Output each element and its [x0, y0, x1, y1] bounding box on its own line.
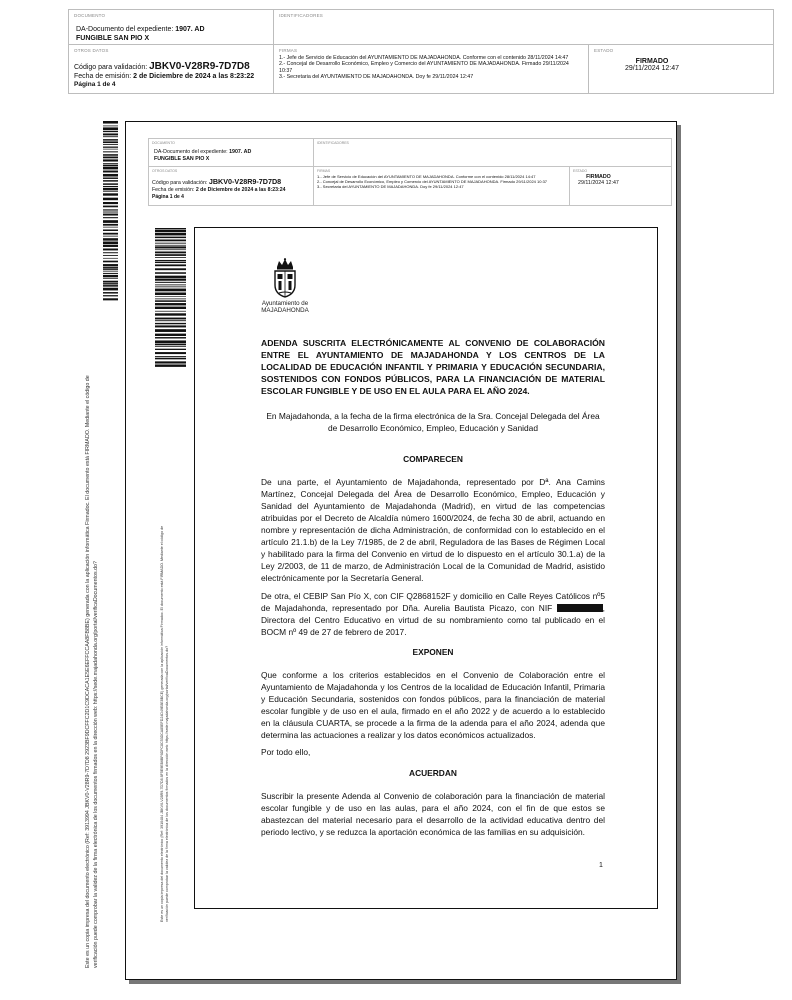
comparecen-paragraph-1: De una parte, el Ayuntamiento de Majadahonda, representado por Dª. Ana Camins Martínez, Concejal Delegada del Área de Desarrollo Económico, Empleo, Educación y Sanidad del Ayuntamiento de Majadahonda (Madrid), en virtud de las competencias atribuidas por el Decreto de Alcaldía número 1600/2024, de fecha 30 de abril, actuando en nombre y representación de dicha Administración, de conformidad con lo establecido en el artículo 21.1.b) de la Ley 7/1985, de 2 de abril, Reguladora de las Bases de Régimen Local y habilitado para la firma del Convenio en virtud de lo dispuesto en el artículo 30.1.a) de la Ley 2/2003, de 11 de marzo, de Administración Local de la Comunidad de Madrid, asistido electrónicamente por la Secretaría General.: [261, 477, 605, 583]
inner-header: [148, 138, 672, 206]
barcode-bar: [103, 242, 118, 245]
barcode-bar: [103, 271, 118, 272]
outer-firmas-label: FIRMAS: [279, 48, 298, 53]
barcode-bar: [103, 298, 118, 300]
barcode-bar: [103, 212, 118, 213]
exponen-heading: EXPONEN: [412, 647, 454, 657]
inner-firma-2: 2.- Concejal de Desarrollo Económico, Empleo y Comercio del AYUNTAMIENTO DE MAJADAHONDA. Firmado 29/11/2024 10:37: [317, 179, 548, 184]
barcode-bar: [155, 246, 186, 248]
barcode-bar: [103, 292, 118, 293]
barcode-bar: [103, 269, 118, 270]
barcode-bar: [155, 264, 186, 266]
barcode-bar: [103, 220, 118, 223]
outer-estado-cell: [589, 45, 773, 93]
barcode-bar: [155, 318, 186, 320]
outer-verification-line1: Este es un copia impresa del documento electrónico (Ref: 3913994 JBKV0-V28R9-7D7D8 2923BF9DCFFC2D1C9DCACA1E5E6EFFCCAA8FB8BE) generada con la aplicación informática Firmadoc. El documento está FIRMADO. Mediante el código de: [85, 375, 91, 968]
inner-identificadores-cell: [314, 139, 671, 166]
barcode-bar: [103, 209, 118, 210]
barcode-bar: [155, 254, 186, 256]
barcode-bar: [103, 206, 118, 208]
outer-documento-cell: [69, 10, 274, 44]
barcode-bar: [103, 139, 118, 140]
majadahonda-logo: [257, 258, 313, 314]
outer-doc-line2: FUNGIBLE SAN PIO X: [76, 35, 150, 42]
barcode-bar: [103, 144, 118, 145]
barcode-bar: [155, 284, 186, 285]
barcode-bar: [103, 236, 118, 237]
barcode-bar: [155, 260, 186, 261]
barcode-bar: [103, 233, 118, 235]
inner-doc-line1-value: 1907. AD: [229, 149, 252, 155]
inner-otros-datos-cell: [149, 167, 314, 205]
comparecen-heading: COMPARECEN: [403, 454, 463, 464]
outer-fecha-prefix: Fecha de emisión:: [74, 73, 134, 80]
barcode-bar: [103, 131, 118, 132]
barcode-bar: [103, 198, 118, 201]
barcode-bar: [103, 180, 118, 181]
barcode-bar: [103, 217, 118, 218]
barcode-bar: [155, 272, 186, 274]
barcode-bar: [103, 149, 118, 150]
document-title: ADENDA SUSCRITA ELECTRÓNICAMENTE AL CONVENIO DE COLABORACIÓN ENTRE EL AYUNTAMIENTO DE MAJADAHONDA Y LOS CENTROS DE LA LOCALIDAD DE EDUCACIÓN INFANTIL Y PRIMARIA Y EDUCACIÓN SECUNDARIA, SOSTENIDOS CON FONDOS PÚBLICOS, PARA LA FINANCIACIÓN DE MATERIAL ESCOLAR FUNGIBLE Y DE USO EN EL AULA PARA EL AÑO 2024.: [261, 338, 605, 396]
barcode-bar: [155, 296, 186, 297]
barcode-bar: [103, 177, 118, 178]
barcode-bar: [155, 230, 186, 232]
coat-of-arms-icon: [271, 258, 299, 298]
barcode-bar: [103, 252, 118, 253]
barcode-bar: [103, 133, 118, 135]
barcode-bar: [103, 188, 118, 190]
barcode-bar: [155, 307, 186, 309]
barcode-bar: [155, 300, 186, 302]
inner-documento-cell: [149, 139, 314, 166]
comparecen-paragraph-2: [261, 590, 605, 638]
barcode-bar: [155, 282, 186, 283]
barcode-bar: [155, 286, 186, 287]
outer-identificadores-cell: [274, 10, 773, 44]
barcode-bar: [155, 323, 186, 324]
inner-pagina: Página 1 de 4: [152, 194, 184, 200]
barcode-bar: [103, 288, 118, 291]
inner-otros-datos-label: OTROS DATOS: [152, 169, 178, 173]
inner-codigo-prefix: Código para validación:: [152, 180, 209, 186]
barcode-bar: [103, 202, 118, 204]
inner-barcode: [155, 228, 186, 368]
exponen-paragraph-1: Que conforme a los criterios establecidos en el Convenio de Colaboración entre el Ayuntamiento de Majadahonda y los Centros de la localidad de Educación Infantil, Primaria y Educación Secundaria, sostenidos con fondos públicos, para la financiación de material escolar fungible y de uso en el aula, firmado en el año 2022 y de acuerdo a lo establecido en la cláusula CUARTA, se procede a la firma de la adenda para el año 2024, adenda que determina las actuaciones a realizar y los datos económicos actualizados.: [261, 670, 605, 740]
barcode-bar: [103, 267, 118, 269]
inner-verification-text: [160, 362, 170, 922]
comparecen-p2-before: De otra, el CEBIP San Pío X, con CIF Q2868152F y domicilio en Calle Reyes Católicos nº5 de Majadahonda, representado por Dña. Aurelia Bautista Picazo, con NIF: [261, 591, 605, 613]
barcode-bar: [103, 167, 118, 170]
outer-pagina: Página 1 de 4: [74, 81, 116, 88]
outer-firma-3: 3.- Secretaria del AYUNTAMIENTO DE MAJADAHONDA. Doy fe 29/11/2024 12:47: [279, 74, 474, 81]
outer-documento-label: DOCUMENTO: [74, 13, 106, 18]
barcode-bar: [155, 320, 186, 321]
barcode-bar: [103, 191, 118, 192]
barcode-bar: [155, 239, 186, 241]
outer-verification-line2: verificación puede comprobar la validez de la firma electrónica de los documentos firmados en la dirección web: https://sede.majadahonda.org/portal/verificaDocumentos.do?: [92, 561, 99, 968]
barcode-bar: [103, 273, 118, 274]
barcode-bar: [103, 224, 118, 226]
barcode-bar: [103, 258, 118, 259]
barcode-bar: [103, 126, 118, 127]
inner-identificadores-label: IDENTIFICADORES: [317, 141, 349, 145]
inner-codigo-value: JBKV0-V28R9-7D7D8: [208, 177, 282, 186]
barcode-bar: [155, 364, 186, 366]
inner-firmas-cell: [314, 167, 570, 205]
barcode-bar: [155, 356, 186, 357]
barcode-bar: [103, 248, 118, 250]
document-intro: En Majadahonda, a la fecha de la firma electrónica de la Sra. Concejal Delegada del Área de Desarrollo Económico, Empleo, Educación y Sanidad: [266, 411, 600, 433]
outer-otros-datos-label: OTROS DATOS: [74, 48, 109, 53]
inner-verification-line2: verificación puede comprobar la validez de la firma electrónica de los documentos firmados en la dirección web: https://sede.majadahonda.org/portal/verificaDocumentos.do?: [165, 645, 170, 922]
outer-doc-line1-value: 1907. AD: [175, 26, 205, 33]
barcode-bar: [103, 159, 118, 161]
outer-firma-1: 1.- Jefe de Servicio de Educación del AYUNTAMIENTO DE MAJADAHONDA. Conforme con el contenido 28/11/2024 14:47: [279, 55, 569, 61]
outer-otros-datos-cell: [69, 45, 274, 93]
barcode-bar: [103, 245, 118, 247]
outer-estado-value: FIRMADO: [635, 58, 669, 65]
outer-doc-line1-prefix: DA-Documento del expediente:: [76, 26, 176, 33]
barcode-bar: [103, 127, 118, 130]
barcode-bar: [103, 186, 118, 187]
barcode-bar: [155, 243, 186, 244]
outer-fecha-value: 2 de Diciembre de 2024 a las 8:23:22: [133, 73, 255, 80]
acuerdan-paragraph-1: Suscribir la presente Adenda al Convenio de colaboración para la financiación de material escolar fungible y de uso en las aulas, para el año 2024, con el fin de que estos se abastezcan del material necesario para el desarrollo de la actividad educativa dentro del periodo lectivo, y se reduzca la aportación económica de las familias en su adquisición.: [261, 791, 605, 837]
barcode-bar: [155, 311, 186, 312]
outer-firmas-cell: [274, 45, 589, 93]
barcode-bar: [155, 233, 186, 236]
inner-firma-3: 3.- Secretaria del AYUNTAMIENTO DE MAJADAHONDA. Doy fe 29/11/2024 12:47: [317, 184, 464, 189]
barcode-bar: [155, 344, 186, 346]
barcode-bar: [103, 121, 118, 124]
inner-fecha-value: 2 de Diciembre de 2024 a las 8:23:24: [195, 187, 286, 193]
barcode-bar: [103, 227, 118, 228]
barcode-bar: [103, 261, 118, 263]
outer-verification-text: [85, 268, 100, 968]
barcode-bar: [103, 157, 118, 159]
barcode-bar: [155, 268, 186, 270]
barcode-bar: [155, 251, 186, 253]
barcode-bar: [103, 238, 118, 240]
barcode-bar: [155, 228, 186, 229]
barcode-bar: [155, 276, 186, 278]
barcode-bar: [155, 329, 186, 332]
barcode-bar: [103, 285, 118, 287]
barcode-bar: [155, 262, 186, 263]
barcode-bar: [155, 245, 186, 246]
outer-identificadores-label: IDENTIFICADORES: [279, 13, 324, 18]
barcode-bar: [155, 292, 186, 295]
barcode-bar: [103, 165, 118, 166]
barcode-bar: [103, 255, 118, 256]
inner-estado-date: 29/11/2024 12:47: [578, 180, 619, 186]
barcode-bar: [155, 334, 186, 336]
barcode-bar: [103, 278, 118, 279]
barcode-bar: [103, 281, 118, 283]
barcode-bar: [155, 361, 186, 363]
barcode-bar: [103, 141, 118, 143]
barcode-bar: [103, 171, 118, 173]
barcode-bar: [103, 275, 118, 277]
barcode-bar: [103, 163, 118, 164]
barcode-bar: [155, 337, 186, 338]
barcode-bar: [103, 147, 118, 148]
inner-firma-1: 1.- Jefe de Servicio de Educación del AYUNTAMIENTO DE MAJADAHONDA. Conforme con el contenido 28/11/2024 14:47: [317, 174, 536, 179]
inner-doc-line1-prefix: DA-Documento del expediente:: [154, 149, 230, 155]
inner-estado-value: FIRMADO: [586, 174, 611, 180]
barcode-bar: [155, 237, 186, 239]
inner-documento-label: DOCUMENTO: [152, 141, 175, 145]
barcode-bar: [103, 151, 118, 152]
barcode-bar: [103, 154, 118, 156]
redacted-nif: [557, 604, 603, 612]
barcode-bar: [155, 249, 186, 250]
outer-estado-label: ESTADO: [594, 48, 614, 53]
outer-codigo-prefix: Código para validación:: [74, 64, 150, 71]
logo-text: Ayuntamiento de MAJADAHONDA: [261, 300, 309, 314]
inner-doc-line2: FUNGIBLE SAN PIO X: [154, 156, 210, 162]
barcode-bar: [155, 325, 186, 327]
comparecen-p2-after: , Directora del Centro Educativo en virtud de su nombramiento como tal publicado en el BOCM nº 49 de 27 de febrero de 2017.: [261, 603, 605, 637]
acuerdan-heading: ACUERDAN: [409, 768, 457, 778]
barcode-bar: [155, 289, 186, 292]
inner-estado-label: ESTADO: [573, 169, 588, 173]
barcode-bar: [103, 183, 118, 184]
barcode-bar: [155, 303, 186, 305]
barcode-bar: [155, 349, 186, 350]
inner-verification-line1: Este es un copia impresa del documento electrónico (Ref: 3910484 JBKV0-V28R9-7D7D8 8F5E9EB6BF6DFC8C53DCA85EFD24D49E8E8BCE) generada con la aplicación informática Firmadoc. El documento está FIRMADO. Mediante el código de: [160, 525, 164, 922]
page-number: 1: [599, 862, 603, 869]
outer-header: [68, 9, 774, 94]
outer-firma-2: 2.- Concejal de Desarrollo Económico, Empleo y Comercio del AYUNTAMIENTO DE MAJADAHONDA. Firmado 29/11/2024 10:37: [279, 61, 569, 74]
barcode-bar: [103, 295, 118, 296]
barcode-bar: [103, 193, 118, 195]
inner-firmas-label: FIRMAS: [317, 169, 331, 173]
document-page: [194, 227, 658, 909]
barcode-bar: [155, 279, 186, 281]
inner-estado-cell: [570, 167, 671, 205]
barcode-bar: [103, 214, 118, 216]
barcode-bar: [155, 298, 186, 299]
barcode-bar: [155, 257, 186, 258]
barcode-bar: [103, 136, 118, 137]
barcode-bar: [103, 283, 118, 284]
por-todo-ello: Por todo ello,: [261, 747, 311, 757]
outer-barcode: [103, 121, 118, 301]
barcode-bar: [103, 174, 118, 177]
barcode-bar: [155, 346, 186, 347]
barcode-bar: [155, 358, 186, 360]
barcode-bar: [155, 340, 186, 343]
outer-codigo-value: JBKV0-V28R9-7D7D8: [149, 61, 250, 72]
barcode-bar: [155, 313, 186, 315]
barcode-bar: [103, 229, 118, 230]
barcode-bar: [155, 352, 186, 354]
barcode-bar: [103, 264, 118, 266]
outer-estado-date: 29/11/2024 12:47: [625, 65, 679, 72]
inner-fecha-prefix: Fecha de emisión:: [152, 187, 196, 193]
